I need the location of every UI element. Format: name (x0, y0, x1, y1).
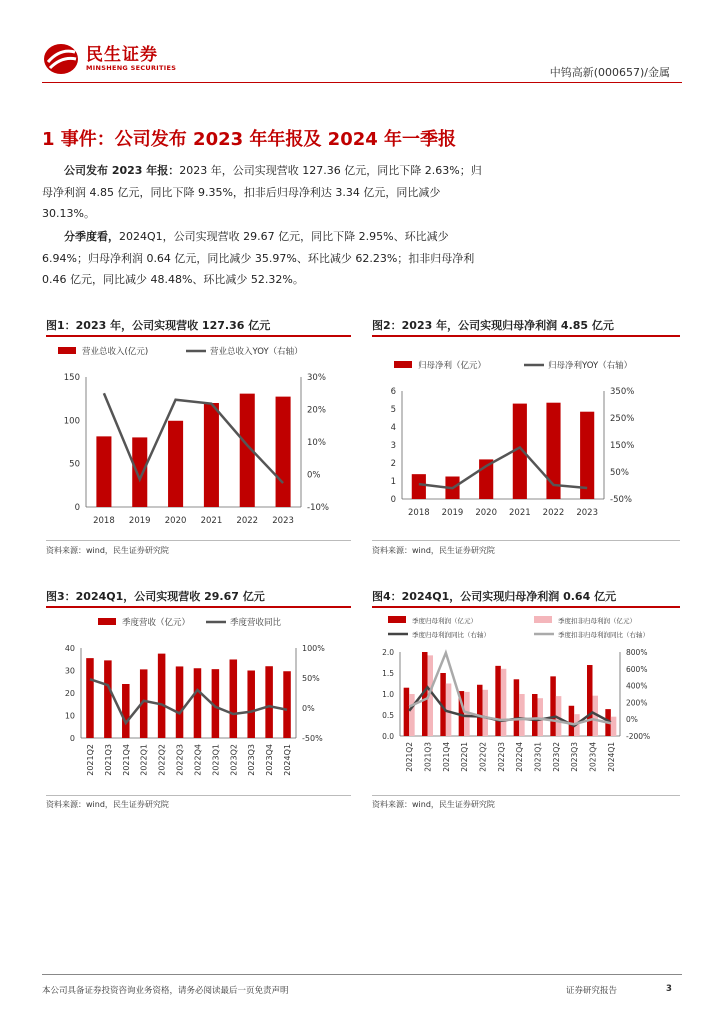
chart-bar (176, 666, 184, 738)
x-tick-label: 2023Q4 (588, 742, 598, 772)
x-tick-label: 2023Q1 (533, 742, 543, 772)
chart-bar (283, 671, 291, 738)
paragraph-annual (42, 160, 482, 225)
chart-figure-3 (46, 610, 351, 793)
y-tick-label: 6 (390, 387, 396, 397)
chart-series-line (419, 447, 587, 488)
x-tick-label: 2020 (164, 516, 187, 526)
chart-bar (477, 685, 483, 736)
figure-1-source: 资料来源：wind，民生证券研究院 (46, 546, 169, 555)
figure-3-rule (46, 606, 351, 608)
chart-bar (96, 436, 111, 507)
legend-swatch (394, 361, 412, 368)
chart-bar (495, 666, 501, 736)
y-tick-label: 1 (390, 477, 396, 487)
x-tick-label: 2021Q3 (423, 742, 433, 772)
paragraph-lead: 公司发布 2023 年报： (64, 164, 180, 177)
chart-bar (587, 665, 593, 736)
chart-bar (168, 421, 183, 507)
footer-disclaimer: 本公司具备证券投资咨询业务资格，请务必阅读最后一页免责声明 (42, 986, 289, 996)
chart-bar (611, 717, 617, 736)
y-tick-label: 1.5 (382, 669, 394, 678)
chart-figure-1 (46, 339, 351, 537)
x-tick-label: 2020 (475, 508, 497, 518)
chart-bar (104, 660, 112, 738)
chart-bar (265, 666, 273, 738)
y2-tick-label: 30% (307, 373, 326, 383)
y2-tick-label: 250% (610, 414, 635, 424)
chart-bar (514, 679, 520, 736)
x-tick-label: 2024Q1 (606, 742, 616, 772)
logo-text-en: MINSHENG SECURITIES (86, 64, 177, 72)
figure-4-title: 图4：2024Q1，公司实现归母净利润 0.64 亿元 (372, 590, 617, 603)
paragraph-lead: 分季度看， (64, 230, 119, 243)
legend-label: 季度归母利润（亿元） (412, 617, 477, 625)
legend-swatch (98, 618, 116, 625)
footer-label: 证券研究报告 (566, 986, 618, 996)
legend-label: 营业总收入(亿元) (82, 347, 149, 357)
x-tick-label: 2022Q3 (175, 744, 185, 776)
paragraph-text: 2024Q1，公司实现营收 29.67 亿元，同比下降 2.95%、环比减少 6.94%；归母净利润 0.64 亿元，同比减少 35.97%、环比减少 62.23%；扣非归母净利 0.46 亿元，同比减少 48.48%、环比减少 52.32%。 (42, 230, 475, 286)
figure-2-title: 图2：2023 年，公司实现归母净利润 4.85 亿元 (372, 319, 614, 332)
y2-tick-label: 10% (307, 438, 326, 448)
figure-3-title: 图3：2024Q1，公司实现营收 29.67 亿元 (46, 590, 265, 603)
chart-series-line (409, 653, 611, 724)
logo-text-cn: 民生证券 (86, 45, 158, 65)
y2-tick-label: 200% (626, 698, 648, 708)
figure-3-source-rule (46, 795, 351, 796)
y-tick-label: 0.5 (382, 711, 394, 720)
y2-tick-label: 600% (626, 664, 648, 674)
y2-tick-label: 150% (610, 441, 635, 451)
page-number: 3 (666, 984, 672, 994)
brand-logo (42, 40, 192, 80)
figure-2-source: 资料来源：wind，民生证券研究院 (372, 546, 495, 555)
x-tick-label: 2021Q4 (441, 742, 451, 772)
legend-label: 季度归母利润同比（右轴） (412, 631, 490, 639)
chart-series-line (90, 679, 287, 723)
x-tick-label: 2022Q4 (515, 742, 525, 772)
header-divider (42, 82, 682, 83)
legend-label: 季度扣非归母利润（亿元） (558, 617, 636, 625)
chart-bar (580, 412, 594, 499)
x-tick-label: 2018 (408, 508, 430, 518)
y2-tick-label: -50% (302, 734, 323, 743)
chart-bar (409, 694, 415, 736)
y-tick-label: 0 (69, 734, 75, 743)
y-tick-label: 10 (64, 711, 75, 721)
figure-4-rule (372, 606, 680, 608)
figure-1-rule (46, 335, 351, 337)
chart-bar (532, 694, 538, 736)
x-tick-label: 2021Q3 (103, 744, 113, 776)
x-tick-label: 2023 (576, 508, 598, 518)
x-tick-label: 2022 (236, 516, 259, 526)
legend-swatch (534, 616, 552, 623)
chart-series-line (104, 393, 283, 483)
y-tick-label: 2 (390, 459, 396, 469)
x-tick-label: 2022Q2 (157, 744, 167, 776)
legend-label: 归母净利（亿元） (418, 361, 487, 371)
x-tick-label: 2023Q1 (211, 744, 221, 776)
legend-label: 季度营收同比 (230, 618, 282, 628)
legend-label: 营业总收入YOY（右轴） (210, 347, 303, 357)
chart-bar (122, 684, 130, 738)
y-tick-label: 150 (63, 373, 80, 383)
y-tick-label: 3 (390, 441, 396, 451)
y2-tick-label: 350% (610, 387, 635, 397)
figure-2-source-rule (372, 540, 680, 541)
figure-2-rule (372, 335, 680, 337)
chart-bar (276, 397, 291, 507)
y2-tick-label: 800% (626, 648, 648, 657)
x-tick-label: 2023Q4 (265, 744, 275, 776)
y-tick-label: 100 (63, 416, 80, 427)
y-tick-label: 30 (64, 666, 75, 676)
x-tick-label: 2021 (509, 508, 531, 518)
paragraph-quarterly (42, 226, 482, 291)
x-tick-label: 2018 (93, 516, 115, 526)
y-tick-label: 40 (64, 644, 75, 653)
y2-tick-label: 0% (307, 470, 321, 481)
y2-tick-label: -10% (307, 503, 329, 513)
x-tick-label: 2021 (200, 516, 223, 526)
x-tick-label: 2019 (128, 516, 151, 526)
x-tick-label: 2023Q3 (247, 744, 257, 776)
chart-bar (412, 474, 426, 499)
y-tick-label: 50 (69, 459, 80, 470)
figure-4-source-rule (372, 795, 680, 796)
x-tick-label: 2022 (542, 508, 565, 518)
chart-bar (550, 676, 556, 736)
y2-tick-label: 400% (626, 681, 648, 691)
chart-bar (194, 668, 202, 738)
figure-4-source: 资料来源：wind，民生证券研究院 (372, 800, 495, 809)
x-tick-label: 2022Q1 (139, 744, 149, 776)
logo-mark-icon (42, 42, 80, 76)
figure-1-source-rule (46, 540, 351, 541)
chart-bar (404, 688, 410, 736)
x-tick-label: 2022Q3 (496, 742, 506, 772)
x-tick-label: 2022Q1 (460, 742, 470, 772)
chart-bar (483, 690, 489, 736)
chart-bar (158, 654, 166, 738)
y-tick-label: 0 (390, 495, 396, 505)
chart-bar (86, 658, 94, 738)
y2-tick-label: -200% (626, 732, 651, 741)
x-tick-label: 2022Q2 (478, 742, 488, 772)
y-tick-label: 0 (74, 503, 80, 513)
y2-tick-label: 50% (610, 468, 629, 478)
legend-label: 归母净利YOY（右轴） (548, 361, 633, 371)
paragraph-text: 2023 年，公司实现营收 127.36 亿元，同比下降 2.63%；归母净利润 4.85 亿元，同比下降 9.35%，扣非后归母净利达 3.34 亿元，同比减少 30.13%。 (42, 164, 482, 220)
y-tick-label: 5 (390, 405, 396, 415)
chart-bar (247, 671, 255, 739)
x-tick-label: 2019 (441, 508, 464, 518)
legend-label: 季度扣非归母利润同比（右轴） (558, 631, 649, 639)
chart-bar (538, 698, 544, 736)
x-tick-label: 2021Q2 (405, 742, 415, 772)
stock-label: 中钨高新(000657)/金属 (549, 66, 670, 79)
chart-figure-2 (372, 339, 680, 537)
chart-bar (501, 669, 507, 736)
x-tick-label: 2023Q2 (551, 742, 561, 772)
x-tick-label: 2023 (272, 516, 294, 526)
y-tick-label: 20 (64, 689, 75, 698)
x-tick-label: 2022Q4 (193, 744, 203, 776)
y2-tick-label: 50% (302, 674, 320, 683)
y-tick-label: 2.0 (382, 648, 394, 657)
chart-bar (519, 694, 525, 736)
chart-bar (569, 706, 575, 736)
x-tick-label: 2021Q2 (85, 744, 95, 776)
x-tick-label: 2023Q3 (570, 742, 580, 772)
figure-3-source: 资料来源：wind，民生证券研究院 (46, 800, 169, 809)
chart-figure-4 (372, 610, 680, 793)
x-tick-label: 2023Q2 (229, 744, 239, 776)
x-tick-label: 2024Q1 (283, 744, 293, 776)
section-title: 1 事件：公司发布 2023 年年报及 2024 年一季报 (42, 129, 457, 150)
chart-bar (230, 659, 238, 738)
legend-swatch (58, 347, 76, 354)
footer-divider (42, 974, 682, 975)
y-tick-label: 1.0 (382, 690, 394, 699)
chart-bar (132, 437, 147, 507)
figure-1-title: 图1：2023 年，公司实现营收 127.36 亿元 (46, 319, 271, 332)
x-tick-label: 2021Q4 (121, 744, 131, 776)
y2-tick-label: 20% (307, 405, 326, 416)
y2-tick-label: 0% (302, 704, 315, 713)
y2-tick-label: 0% (626, 715, 638, 725)
chart-bar (204, 403, 219, 507)
legend-label: 季度营收（亿元） (122, 618, 191, 628)
y-tick-label: 4 (390, 423, 396, 433)
y-tick-label: 0.0 (382, 732, 394, 741)
legend-swatch (388, 616, 406, 623)
y2-tick-label: 100% (302, 644, 325, 653)
y2-tick-label: -50% (610, 495, 632, 505)
